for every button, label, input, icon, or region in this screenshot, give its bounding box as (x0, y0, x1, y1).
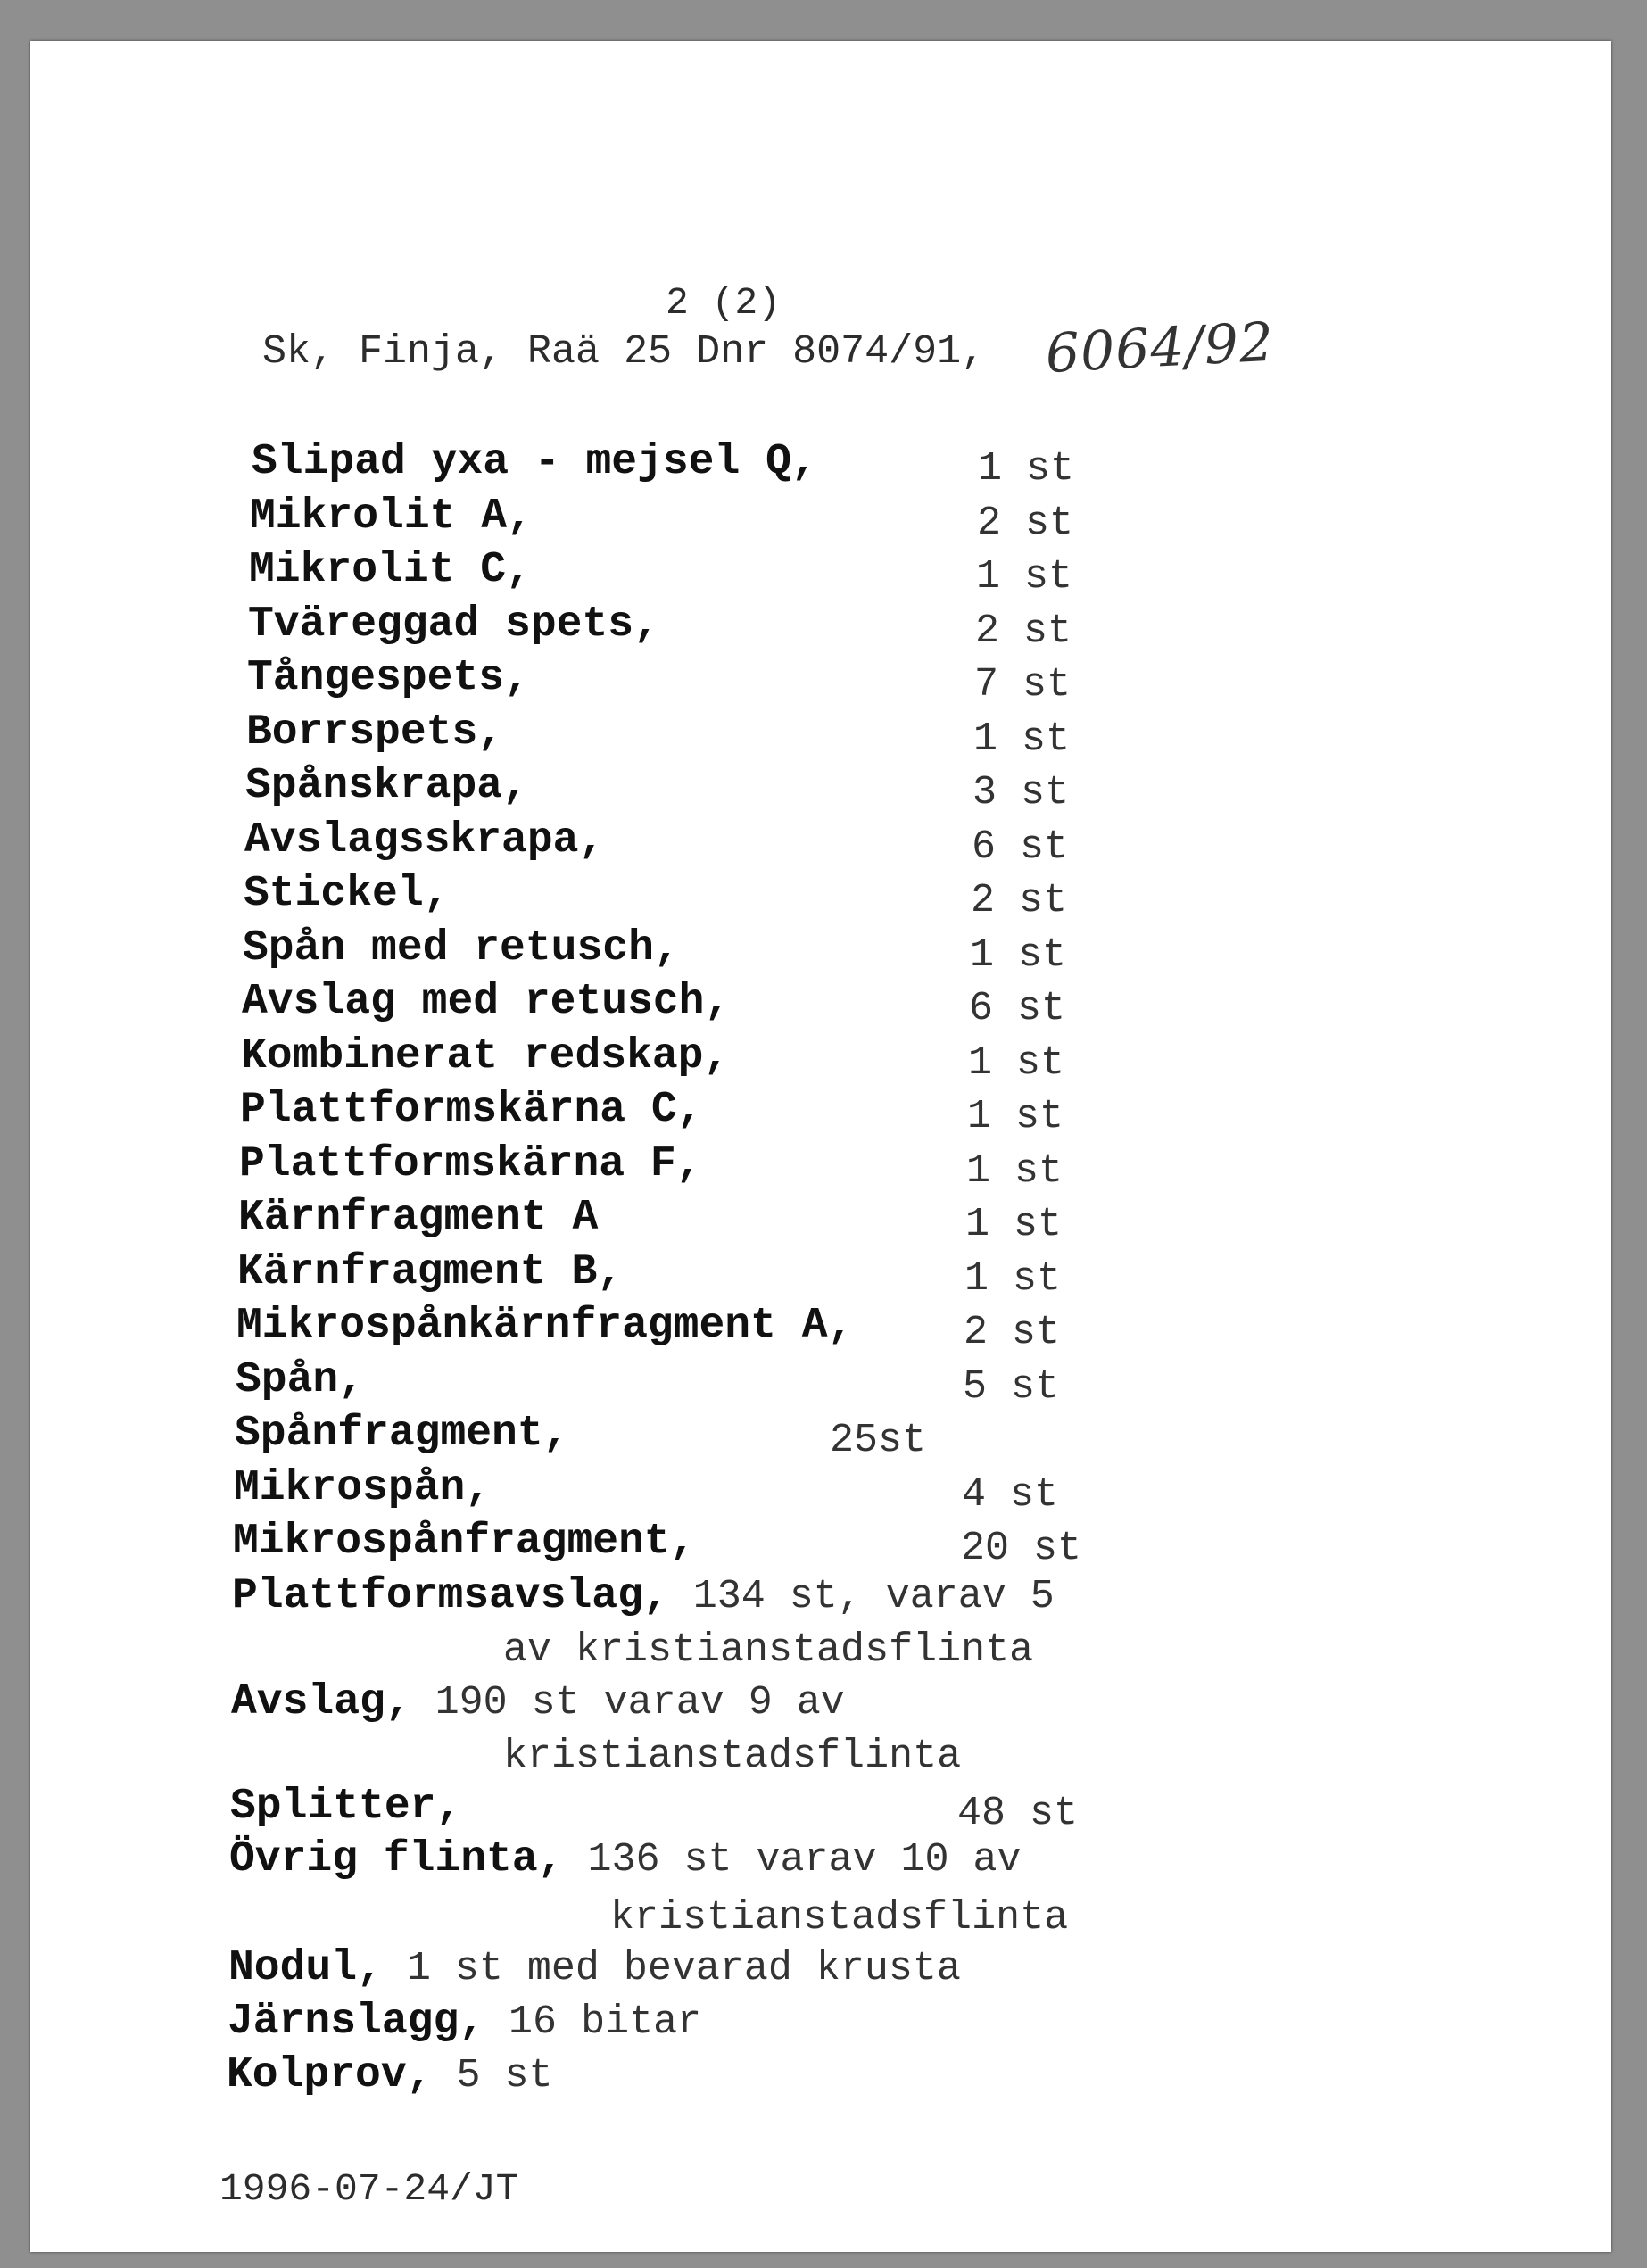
item-qty: 6 st (969, 986, 1066, 1031)
item-row-kolprov (227, 2051, 553, 2099)
item-name: Spån med retusch, (243, 924, 680, 973)
item-name: Avslag med retusch, (242, 978, 731, 1026)
item-qty: 1 st (966, 1148, 1064, 1194)
item-name: Järnslagg, (228, 1998, 485, 2046)
item-row-ovrig-flinta (229, 1835, 1022, 1883)
item-detail: 134 st, varav 5 (668, 1574, 1055, 1619)
item-detail: 5 st (432, 2053, 553, 2098)
item-qty: 1 st (970, 932, 1067, 978)
item-name: Kärnfragment B, (237, 1248, 624, 1296)
item-name: Kolprov, (227, 2051, 433, 2099)
item-name: Mikrospån, (234, 1464, 492, 1512)
item-detail: 1 st med bevarad krusta (382, 1946, 961, 1991)
item-name: Borrspets, (246, 708, 504, 757)
handwritten-note: 6064/92 (1044, 310, 1276, 385)
item-qty: 48 st (957, 1791, 1079, 1836)
item-row-avslag (231, 1678, 845, 1726)
document-footer: 1996-07-24/JT (219, 2167, 519, 2211)
item-name: Splitter, (230, 1783, 462, 1831)
item-name: Övrig flinta, (229, 1835, 564, 1883)
item-name: Plattformsavslag, (232, 1572, 669, 1620)
item-name: Nodul, (228, 1944, 383, 1992)
item-detail: 136 st varav 10 av (563, 1837, 1022, 1883)
item-qty: 3 st (972, 770, 1070, 815)
item-name: Tångespets, (247, 654, 530, 702)
item-row-nodul (228, 1944, 961, 1992)
item-qty: 1 st (976, 554, 1073, 600)
item-qty: 20 st (961, 1526, 1082, 1571)
item-name: Spånfragment, (235, 1410, 569, 1458)
item-name: Mikrospånfragment, (233, 1518, 696, 1566)
item-name: Tväreggad spets, (248, 600, 659, 649)
item-qty: 2 st (971, 878, 1068, 923)
item-detail: 16 bitar (484, 1999, 702, 2045)
item-continuation: kristianstadsflinta (503, 1734, 962, 1779)
item-name: Plattformskärna F, (239, 1140, 702, 1188)
item-qty: 2 st (964, 1310, 1061, 1355)
item-name: Kombinerat redskap, (241, 1032, 730, 1080)
item-continuation: av kristianstadsflinta (503, 1627, 1034, 1673)
page-number: 2 (2) (666, 281, 782, 325)
item-row-plattformsavslag (232, 1572, 1055, 1620)
item-qty: 25st (830, 1418, 927, 1463)
item-qty: 4 st (962, 1472, 1059, 1518)
item-qty: 1 st (965, 1202, 1063, 1247)
item-name: Mikrospånkärnfragment A, (236, 1302, 854, 1350)
item-qty: 6 st (972, 824, 1069, 870)
item-name: Mikrolit A, (250, 493, 533, 541)
item-continuation: kristianstadsflinta (610, 1895, 1069, 1941)
item-detail: 190 st varav 9 av (410, 1680, 845, 1726)
item-qty: 1 st (973, 716, 1071, 762)
item-name: Stickel, (244, 870, 450, 918)
item-row-jarnslagg (228, 1998, 702, 2046)
item-qty: 5 st (963, 1364, 1060, 1410)
item-qty: 1 st (968, 1040, 1065, 1086)
item-name: Plattformskärna C, (240, 1086, 703, 1134)
item-name: Kärnfragment A (238, 1194, 599, 1242)
document-page (30, 41, 1611, 2252)
item-name: Avslagsskrapa, (244, 816, 605, 865)
item-qty: 7 st (974, 662, 1072, 708)
item-qty: 2 st (975, 608, 1072, 654)
item-name: Avslag, (231, 1678, 411, 1726)
item-name: Spånskrapa, (245, 762, 528, 810)
item-qty: 1 st (967, 1094, 1064, 1139)
item-name: Mikrolit C, (249, 546, 532, 594)
item-qty: 1 st (978, 446, 1075, 492)
item-qty: 2 st (977, 501, 1074, 546)
item-name: Spån, (236, 1356, 365, 1404)
document-header: Sk, Finja, Raä 25 Dnr 8074/91, (262, 329, 986, 375)
item-qty: 1 st (964, 1256, 1062, 1302)
item-name: Slipad yxa - mejsel Q, (252, 438, 817, 486)
